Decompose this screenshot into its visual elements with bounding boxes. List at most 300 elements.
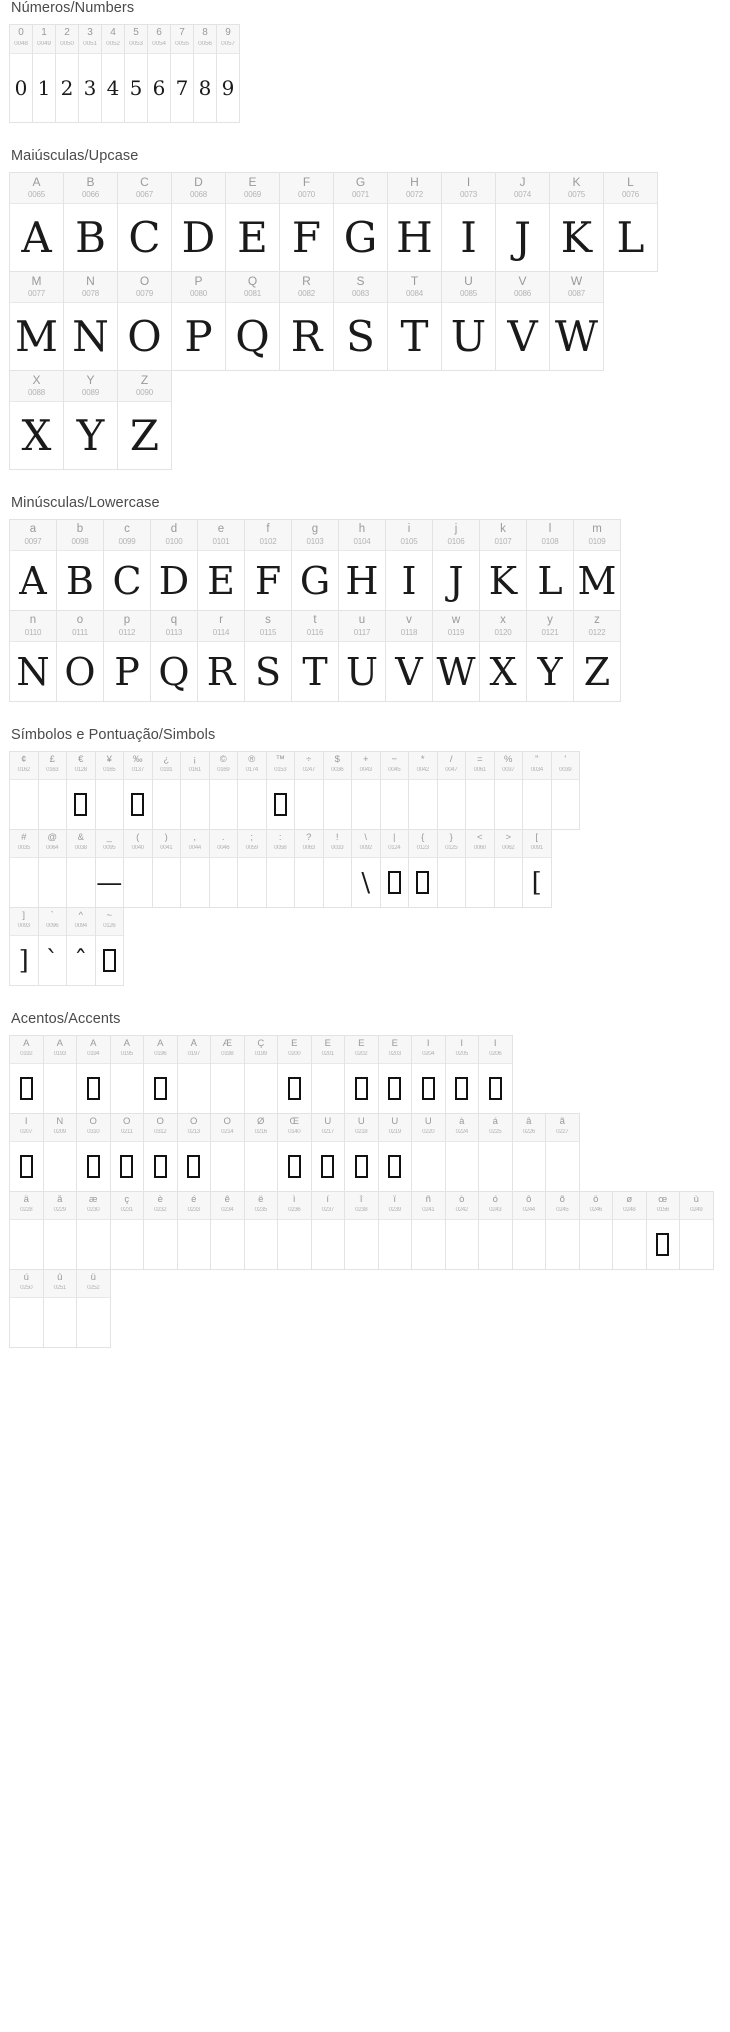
glyph-cell[interactable]	[380, 829, 410, 908]
glyph-cell[interactable]	[445, 1035, 480, 1114]
glyph-cell[interactable]	[380, 751, 410, 830]
glyph-cell[interactable]	[152, 829, 182, 908]
glyph-cell-header	[44, 1270, 77, 1298]
glyph-cell-header	[178, 1114, 211, 1142]
glyph-cell[interactable]	[445, 1191, 480, 1270]
glyph-cell[interactable]	[55, 24, 79, 123]
glyph-character-label: a	[29, 523, 37, 535]
glyph-cell[interactable]	[197, 610, 245, 702]
glyph-cell[interactable]	[9, 271, 64, 371]
glyph-cell[interactable]	[244, 610, 292, 702]
glyph-character-label: <	[476, 833, 483, 843]
glyph-cell[interactable]	[244, 1035, 279, 1114]
glyph-cell[interactable]	[465, 829, 495, 908]
glyph-preview	[446, 1220, 479, 1269]
glyph-cell[interactable]	[43, 1191, 78, 1270]
glyph-cell[interactable]	[432, 519, 480, 611]
glyph-cell-header	[10, 1114, 43, 1142]
glyph-cell-header	[238, 752, 266, 780]
glyph-cell[interactable]	[522, 751, 552, 830]
glyph-cell[interactable]	[465, 751, 495, 830]
glyph-code-label: 0055	[175, 41, 189, 47]
glyph-cell[interactable]	[110, 1113, 145, 1192]
glyph-cell[interactable]	[279, 271, 334, 371]
glyph-cell[interactable]	[237, 829, 267, 908]
glyph-cell-header	[379, 1192, 412, 1220]
glyph-cell[interactable]	[378, 1035, 413, 1114]
glyph-character-label: e	[217, 523, 225, 535]
glyph-cell[interactable]	[437, 829, 467, 908]
glyph-preview: E	[207, 558, 235, 603]
glyph-cell[interactable]	[291, 610, 339, 702]
glyph-preview	[67, 858, 95, 907]
glyph-cell[interactable]	[294, 751, 324, 830]
glyph-cell-header	[386, 520, 432, 551]
glyph-cell[interactable]	[479, 519, 527, 611]
glyph-character-label: ø	[626, 1195, 633, 1205]
glyph-preview: G	[299, 558, 331, 603]
glyph-cell[interactable]	[445, 1113, 480, 1192]
glyph-cell[interactable]	[522, 829, 552, 908]
glyph-preview: [	[531, 867, 542, 898]
glyph-cell-header	[379, 1114, 412, 1142]
glyph-cell[interactable]	[117, 271, 172, 371]
glyph-cell[interactable]	[378, 1113, 413, 1192]
glyph-cell[interactable]	[311, 1191, 346, 1270]
glyph-cell[interactable]	[9, 1035, 44, 1114]
glyph-cell[interactable]	[526, 610, 574, 702]
glyph-character-label: ï	[393, 1195, 397, 1205]
glyph-character-label: P	[194, 275, 203, 288]
glyph-cell[interactable]	[441, 172, 496, 272]
glyph-character-label: +	[362, 755, 369, 765]
glyph-cell[interactable]	[171, 172, 226, 272]
glyph-cell[interactable]	[323, 751, 353, 830]
missing-glyph-box	[154, 1077, 167, 1100]
glyph-cell-header	[171, 25, 193, 54]
glyph-code-label: 0207	[20, 1129, 33, 1135]
glyph-cell[interactable]	[117, 172, 172, 272]
glyph-cell[interactable]	[143, 1113, 178, 1192]
glyph-cell[interactable]	[152, 751, 182, 830]
glyph-cell[interactable]	[43, 1269, 78, 1348]
glyph-cell[interactable]	[38, 907, 68, 986]
glyph-code-label: 0199	[254, 1051, 267, 1057]
glyph-preview: F	[291, 213, 322, 262]
glyph-character-label: b	[76, 523, 84, 535]
glyph-preview	[10, 1064, 43, 1113]
glyph-cell-header	[479, 1036, 512, 1064]
glyph-cell[interactable]	[378, 1191, 413, 1270]
glyph-cell[interactable]	[411, 1191, 446, 1270]
glyph-cell[interactable]	[63, 370, 118, 470]
glyph-cell-header	[44, 1192, 77, 1220]
glyph-cell-header	[104, 611, 150, 642]
glyph-cell[interactable]	[123, 829, 153, 908]
glyph-cell-header	[144, 1192, 177, 1220]
glyph-cell[interactable]	[9, 751, 39, 830]
glyph-character-label: 2	[64, 28, 70, 38]
glyph-cell[interactable]	[9, 1113, 44, 1192]
glyph-code-label: 0104	[353, 538, 371, 546]
glyph-cell[interactable]	[351, 829, 381, 908]
glyph-preview	[210, 858, 238, 907]
glyph-cell[interactable]	[150, 610, 198, 702]
glyph-character-label: K	[572, 176, 581, 189]
glyph-cell-header	[574, 611, 620, 642]
glyph-character-label: 7	[179, 28, 185, 38]
glyph-character-label: p	[123, 614, 131, 626]
glyph-cell[interactable]	[311, 1113, 346, 1192]
glyph-code-label: 0112	[118, 629, 136, 637]
glyph-cell[interactable]	[411, 1035, 446, 1114]
glyph-cell[interactable]	[101, 24, 125, 123]
glyph-code-label: 0094	[74, 923, 87, 929]
glyph-preview: P	[114, 649, 140, 694]
glyph-preview	[412, 1220, 445, 1269]
glyph-cell[interactable]	[110, 1191, 145, 1270]
glyph-cell[interactable]	[408, 829, 438, 908]
glyph-cell[interactable]	[266, 751, 296, 830]
glyph-cell[interactable]	[216, 24, 240, 123]
glyph-cell[interactable]	[277, 1035, 312, 1114]
glyph-cell[interactable]	[338, 519, 386, 611]
glyph-cell-header	[438, 752, 466, 780]
glyph-cell[interactable]	[573, 610, 621, 702]
glyph-code-label: 0244	[522, 1207, 535, 1213]
glyph-cell[interactable]	[9, 24, 33, 123]
glyph-preview: D	[181, 213, 216, 262]
glyph-character-label: n	[29, 614, 37, 626]
glyph-code-label: 0082	[298, 290, 315, 298]
glyph-cell[interactable]	[441, 271, 496, 371]
glyph-cell-header	[278, 1036, 311, 1064]
glyph-cell[interactable]	[244, 1113, 279, 1192]
glyph-cell[interactable]	[56, 610, 104, 702]
glyph-cell[interactable]	[193, 24, 217, 123]
glyph-cell-header	[552, 752, 580, 780]
glyph-preview: C	[128, 213, 161, 262]
glyph-cell-header	[44, 1114, 77, 1142]
glyph-cell-header	[647, 1192, 680, 1220]
glyph-cell[interactable]	[551, 751, 581, 830]
glyph-preview: J	[448, 558, 464, 603]
glyph-cell-header	[546, 1192, 579, 1220]
glyph-cell[interactable]	[344, 1113, 379, 1192]
glyph-cell[interactable]	[408, 751, 438, 830]
glyph-cell[interactable]	[277, 1113, 312, 1192]
glyph-preview	[111, 1220, 144, 1269]
glyph-cell[interactable]	[387, 172, 442, 272]
glyph-code-label: 0085	[460, 290, 477, 298]
glyph-code-label: 0198	[221, 1051, 234, 1057]
glyph-preview	[479, 1064, 512, 1113]
glyph-cell[interactable]	[56, 519, 104, 611]
glyph-cell[interactable]	[38, 751, 68, 830]
glyph-character-label: 8	[202, 28, 208, 38]
glyph-cell[interactable]	[43, 1113, 78, 1192]
glyph-cell[interactable]	[512, 1113, 547, 1192]
glyph-cell[interactable]	[170, 24, 194, 123]
glyph-code-label: 0224	[455, 1129, 468, 1135]
glyph-preview	[10, 858, 38, 907]
glyph-cell[interactable]	[244, 519, 292, 611]
glyph-preview: 9	[221, 76, 235, 100]
glyph-preview: R	[206, 649, 236, 694]
glyph-code-label: 0060	[473, 845, 486, 851]
glyph-cell[interactable]	[209, 751, 239, 830]
glyph-cell[interactable]	[311, 1035, 346, 1114]
glyph-cell[interactable]	[495, 172, 550, 272]
glyph-cell[interactable]	[63, 172, 118, 272]
glyph-cell[interactable]	[95, 751, 125, 830]
section-symbols	[0, 727, 730, 985]
glyph-cell[interactable]	[95, 829, 125, 908]
glyph-cell[interactable]	[225, 271, 280, 371]
glyph-cell[interactable]	[385, 610, 433, 702]
glyph-cell-header	[550, 272, 603, 303]
glyph-cell[interactable]	[549, 271, 604, 371]
glyph-cell-header	[67, 908, 95, 936]
glyph-cell[interactable]	[95, 907, 125, 986]
glyph-cell-header	[334, 272, 387, 303]
glyph-preview	[96, 936, 124, 985]
glyph-cell[interactable]	[237, 751, 267, 830]
glyph-cell-header	[604, 173, 657, 204]
glyph-cell[interactable]	[573, 519, 621, 611]
glyph-cell-header	[198, 520, 244, 551]
glyph-code-label: 0128	[74, 767, 87, 773]
glyph-row	[9, 271, 603, 371]
glyph-character-label: Ô	[156, 1117, 164, 1127]
glyph-cell[interactable]	[177, 1113, 212, 1192]
glyph-character-label: ä	[23, 1195, 29, 1205]
glyph-character-label: ô	[526, 1195, 532, 1205]
glyph-code-label: 0093	[17, 923, 30, 929]
glyph-preview	[312, 1142, 345, 1191]
glyph-character-label: _	[106, 833, 112, 843]
glyph-cell[interactable]	[432, 610, 480, 702]
glyph-cell[interactable]	[9, 907, 39, 986]
glyph-cell[interactable]	[437, 751, 467, 830]
glyph-cell-header	[352, 830, 380, 858]
glyph-character-label: i	[407, 523, 411, 535]
glyph-cell[interactable]	[210, 1035, 245, 1114]
glyph-code-label: 0077	[28, 290, 45, 298]
glyph-cell[interactable]	[63, 271, 118, 371]
glyph-code-label: 0310	[87, 1129, 100, 1135]
glyph-cell[interactable]	[110, 1035, 145, 1114]
glyph-cell[interactable]	[266, 829, 296, 908]
glyph-cell[interactable]	[76, 1269, 111, 1348]
glyph-preview: Q	[235, 312, 270, 361]
glyph-cell[interactable]	[9, 1269, 44, 1348]
glyph-code-label: 0122	[588, 629, 606, 637]
glyph-cell[interactable]	[180, 751, 210, 830]
glyph-preview	[466, 780, 494, 829]
glyph-cell[interactable]	[478, 1035, 513, 1114]
glyph-cell[interactable]	[549, 172, 604, 272]
glyph-character-label: ™	[275, 755, 285, 765]
glyph-cell[interactable]	[76, 1035, 111, 1114]
glyph-row	[9, 519, 620, 611]
glyph-code-label: 0054	[152, 41, 166, 47]
glyph-code-label: 0067	[136, 191, 153, 199]
glyph-cell-header	[10, 1036, 43, 1064]
glyph-character-label: 9	[225, 28, 231, 38]
glyph-cell[interactable]	[612, 1191, 647, 1270]
glyph-cell-header	[10, 1192, 43, 1220]
glyph-preview: W	[554, 312, 599, 361]
glyph-character-label: Á	[56, 1039, 63, 1049]
glyph-cell[interactable]	[210, 1191, 245, 1270]
glyph-preview: D	[158, 558, 190, 603]
glyph-cell[interactable]	[244, 1191, 279, 1270]
glyph-character-label: z	[594, 614, 600, 626]
glyph-cell[interactable]	[545, 1191, 580, 1270]
glyph-cell[interactable]	[177, 1035, 212, 1114]
glyph-cell[interactable]	[143, 1035, 178, 1114]
glyph-cell[interactable]	[646, 1191, 681, 1270]
missing-glyph-box	[489, 1077, 502, 1100]
glyph-cell[interactable]	[177, 1191, 212, 1270]
glyph-cell[interactable]	[76, 1191, 111, 1270]
glyph-cell-header	[245, 1036, 278, 1064]
missing-glyph-box	[187, 1155, 200, 1178]
glyph-preview: Z	[129, 411, 160, 460]
glyph-cell[interactable]	[344, 1191, 379, 1270]
missing-glyph-box	[321, 1155, 334, 1178]
glyph-row	[526, 610, 620, 702]
glyph-cell-header	[226, 272, 279, 303]
glyph-cell[interactable]	[32, 24, 56, 123]
glyph-cell[interactable]	[478, 1113, 513, 1192]
glyph-cell[interactable]	[147, 24, 171, 123]
glyph-cell[interactable]	[478, 1191, 513, 1270]
glyph-preview	[211, 1064, 244, 1113]
glyph-cell[interactable]	[66, 829, 96, 908]
glyph-preview	[10, 1298, 43, 1347]
glyph-cell[interactable]	[9, 1191, 44, 1270]
glyph-cell[interactable]	[411, 1113, 446, 1192]
glyph-cell[interactable]	[603, 172, 658, 272]
glyph-cell[interactable]	[344, 1035, 379, 1114]
glyph-cell[interactable]	[123, 751, 153, 830]
glyph-code-label: 0194	[87, 1051, 100, 1057]
glyph-cell[interactable]	[495, 271, 550, 371]
glyph-cell[interactable]	[494, 829, 524, 908]
glyph-cell[interactable]	[291, 519, 339, 611]
glyph-code-label: 0043	[359, 767, 372, 773]
glyph-cell[interactable]	[103, 610, 151, 702]
glyph-cell[interactable]	[180, 829, 210, 908]
glyph-cell[interactable]	[171, 271, 226, 371]
glyph-preview: 5	[129, 76, 143, 100]
glyph-cell[interactable]	[387, 271, 442, 371]
glyph-cell[interactable]	[9, 829, 39, 908]
glyph-cell[interactable]	[512, 1191, 547, 1270]
glyph-cell-header	[388, 272, 441, 303]
glyph-cell[interactable]	[117, 370, 172, 470]
glyph-character-label: ç	[124, 1195, 130, 1205]
glyph-cell[interactable]	[9, 172, 64, 272]
glyph-cell[interactable]	[479, 610, 527, 702]
glyph-cell[interactable]	[103, 519, 151, 611]
glyph-cell[interactable]	[78, 24, 102, 123]
glyph-cell[interactable]	[209, 829, 239, 908]
glyph-cell[interactable]	[545, 1113, 580, 1192]
glyph-cell[interactable]	[679, 1191, 714, 1270]
glyph-preview	[324, 780, 352, 829]
glyph-preview: I	[460, 213, 477, 262]
glyph-cell[interactable]	[385, 519, 433, 611]
glyph-code-label: 0056	[198, 41, 212, 47]
glyph-cell[interactable]	[66, 751, 96, 830]
glyph-code-label: 0070	[298, 191, 315, 199]
glyph-character-label: å	[57, 1195, 63, 1205]
glyph-cell[interactable]	[210, 1113, 245, 1192]
glyph-cell[interactable]	[124, 24, 148, 123]
glyph-cell[interactable]	[38, 829, 68, 908]
glyph-cell[interactable]	[66, 907, 96, 986]
glyph-character-label: S	[356, 275, 365, 288]
glyph-cell[interactable]	[338, 610, 386, 702]
glyph-cell-header	[102, 25, 124, 54]
glyph-preview	[181, 780, 209, 829]
glyph-cell[interactable]	[294, 829, 324, 908]
glyph-cell-header	[10, 1270, 43, 1298]
glyph-grid	[9, 172, 650, 469]
glyph-cell-header	[118, 272, 171, 303]
glyph-cell-header	[104, 520, 150, 551]
glyph-code-label: 0229	[53, 1207, 66, 1213]
glyph-cell[interactable]	[323, 829, 353, 908]
glyph-character-label: Ò	[89, 1117, 97, 1127]
glyph-cell[interactable]	[579, 1191, 614, 1270]
glyph-cell[interactable]	[351, 751, 381, 830]
glyph-cell[interactable]	[9, 610, 57, 702]
glyph-code-label: 0097	[24, 538, 42, 546]
glyph-cell[interactable]	[143, 1191, 178, 1270]
glyph-character-label: C	[140, 176, 149, 189]
glyph-cell[interactable]	[526, 519, 574, 611]
glyph-character-label: d	[170, 523, 178, 535]
glyph-cell[interactable]	[277, 1191, 312, 1270]
glyph-cell[interactable]	[197, 519, 245, 611]
glyph-code-label: 0049	[37, 41, 51, 47]
glyph-cell[interactable]	[279, 172, 334, 272]
glyph-cell[interactable]	[76, 1113, 111, 1192]
glyph-cell[interactable]	[9, 519, 57, 611]
glyph-preview: U	[450, 312, 487, 361]
glyph-preview	[267, 780, 295, 829]
missing-glyph-box	[20, 1155, 33, 1178]
glyph-cell[interactable]	[43, 1035, 78, 1114]
glyph-cell[interactable]	[333, 172, 388, 272]
glyph-cell-header	[312, 1036, 345, 1064]
glyph-cell[interactable]	[150, 519, 198, 611]
glyph-character-label: â	[526, 1117, 532, 1127]
glyph-cell[interactable]	[333, 271, 388, 371]
glyph-character-label: ã	[559, 1117, 565, 1127]
glyph-cell[interactable]	[9, 370, 64, 470]
glyph-cell[interactable]	[225, 172, 280, 272]
glyph-cell[interactable]	[494, 751, 524, 830]
glyph-row	[9, 1269, 110, 1348]
glyph-preview: T	[400, 312, 429, 361]
glyph-character-label: l	[548, 523, 552, 535]
glyph-cell-header	[67, 752, 95, 780]
